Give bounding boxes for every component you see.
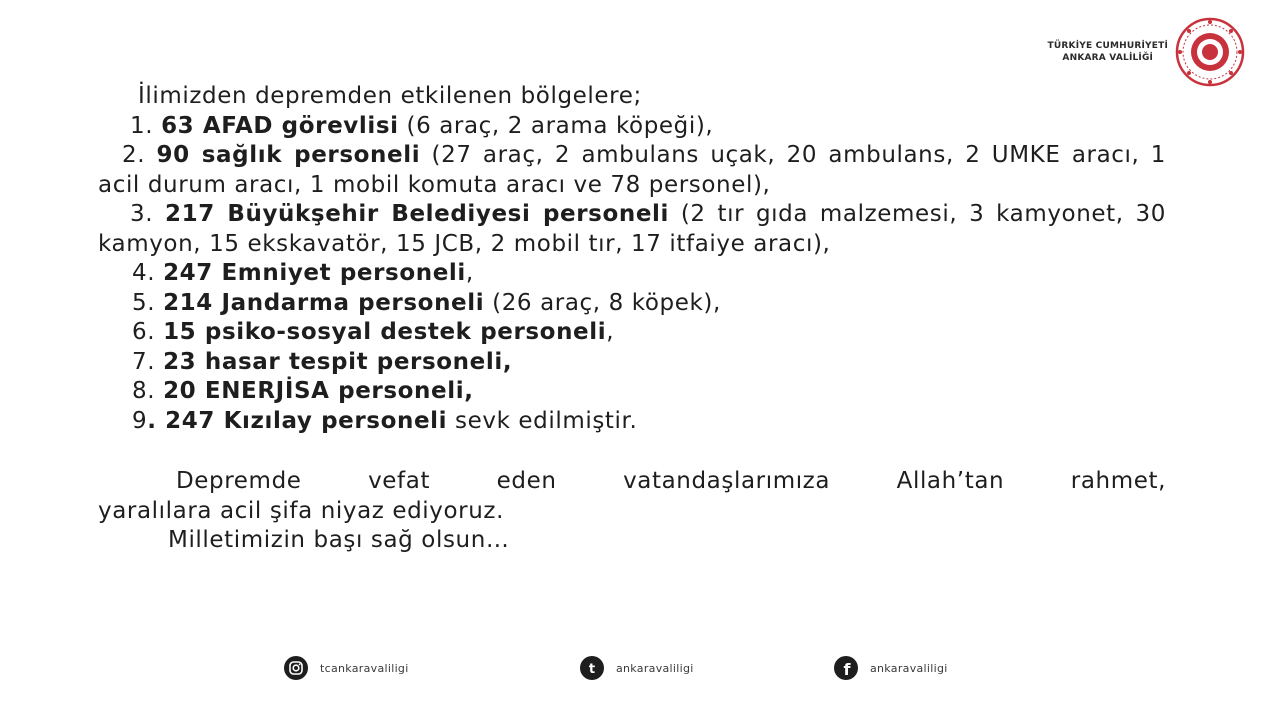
tumblr-link[interactable]: [580, 656, 694, 680]
list-item: [98, 259, 1166, 289]
list-item: [98, 407, 1166, 437]
condolence-line-3: Milletimizin başı sağ olsun…: [168, 527, 510, 553]
svg-text:f: f: [843, 660, 851, 679]
item-number: 1.: [130, 112, 154, 139]
item-number: 8.: [132, 378, 156, 404]
svg-text:t: t: [588, 662, 596, 677]
item-highlight: 247 Emniyet personeli: [163, 260, 466, 286]
item-highlight: 20 ENERJİSA personeli,: [163, 378, 474, 404]
item-number: 7.: [132, 348, 156, 375]
item-number: 6.: [132, 319, 156, 345]
item-number: 5.: [132, 289, 156, 316]
item-details: ,: [606, 319, 615, 345]
item-highlight: 15 psiko-sosyal destek personeli: [163, 319, 607, 345]
item-number: 2.: [122, 142, 146, 168]
item-highlight: 90 sağlık personeli: [156, 142, 421, 168]
announcement-body: [98, 82, 1166, 556]
list-item: [98, 318, 1166, 348]
institution-line-1: TÜRKİYE CUMHURİYETİ: [1047, 41, 1168, 51]
list-item: [98, 200, 1166, 259]
item-highlight: . 247 Kızılay personeli: [147, 407, 448, 434]
instagram-link[interactable]: [284, 656, 409, 680]
tumblr-handle: ankaravaliligi: [616, 661, 694, 675]
instagram-icon: [284, 656, 308, 680]
list-item: [98, 141, 1166, 200]
item-highlight: 63 AFAD görevlisi: [161, 112, 399, 139]
condolence-line-2: yaralılara acil şifa niyaz ediyoruz.: [98, 497, 504, 524]
list-item: [98, 348, 1166, 378]
item-number: 9: [132, 407, 148, 434]
ministry-seal-icon: [1174, 16, 1246, 88]
item-details: (26 araç, 8 köpek),: [484, 289, 721, 316]
facebook-icon: [834, 656, 858, 680]
tumblr-icon: [580, 656, 604, 680]
list-item: [98, 112, 1166, 142]
item-details: (6 araç, 2 arama köpeği),: [398, 112, 714, 139]
institution-line-2: ANKARA VALİLİĞİ: [1062, 53, 1154, 63]
item-details: sevk edilmiştir.: [447, 407, 638, 434]
item-highlight: 214 Jandarma personeli: [163, 289, 485, 316]
header: [1048, 16, 1246, 88]
list-item: [98, 377, 1166, 407]
item-details: (27 araç, 2 ambulans uçak, 20 ambulans, 2 UMKE aracı, 1 acil durum aracı, 1 mobil komuta aracı ve 78 personel),: [98, 142, 1166, 198]
intro-line: İlimizden depremden etkilenen bölgelere;: [138, 83, 642, 109]
facebook-handle: ankaravaliligi: [870, 661, 948, 675]
item-number: 3.: [130, 201, 154, 227]
facebook-link[interactable]: [834, 656, 948, 680]
condolence-line-1: Depremde vefat eden vatandaşlarımıza Allah’tan rahmet,: [176, 468, 1166, 494]
list-item: [98, 289, 1166, 319]
item-highlight: 23 hasar tespit personeli,: [163, 348, 513, 375]
institution-name: [1048, 40, 1168, 64]
item-highlight: 217 Büyükşehir Belediyesi personeli: [165, 201, 670, 227]
item-details: ,: [465, 260, 474, 286]
instagram-handle: tcankaravaliligi: [320, 661, 409, 675]
item-number: 4.: [132, 260, 156, 286]
social-footer: [0, 656, 1280, 686]
item-details: (2 tır gıda malzemesi, 3 kamyonet, 30 kamyon, 15 ekskavatör, 15 JCB, 2 mobil tır, 17 itfaiye aracı),: [98, 201, 1166, 257]
